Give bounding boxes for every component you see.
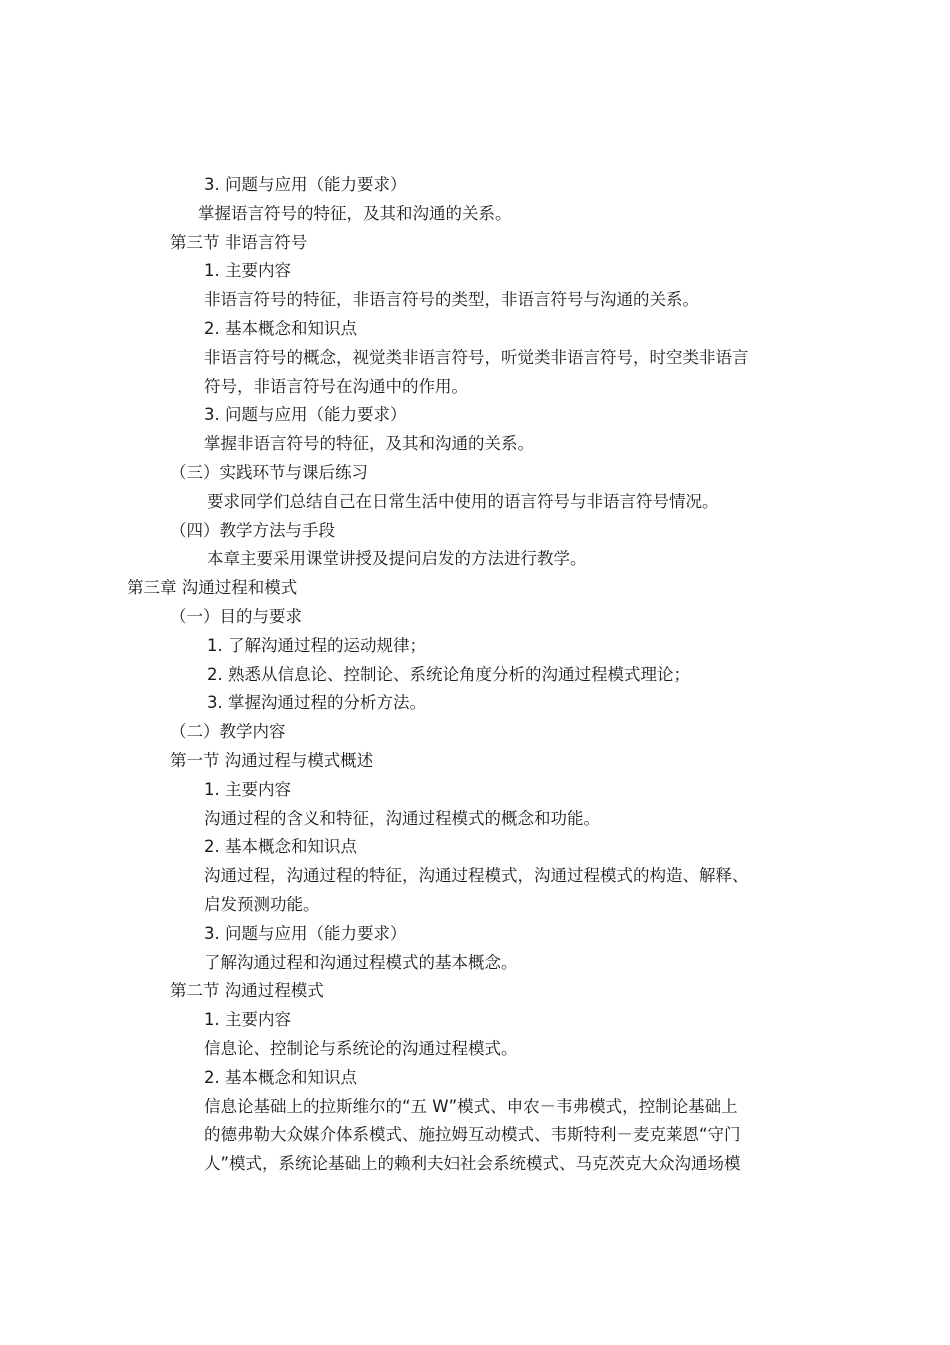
text-line: 符号，非语言符号在沟通中的作用。 xyxy=(204,377,468,396)
subsection-heading: （二）教学内容 xyxy=(170,722,286,741)
section-heading: 第一节 沟通过程与模式概述 xyxy=(170,751,374,770)
text-line: 掌握语言符号的特征，及其和沟通的关系。 xyxy=(198,204,512,223)
text-line: 的德弗勒大众媒介体系模式、施拉姆互动模式、韦斯特利－麦克莱恩“守门 xyxy=(204,1125,741,1144)
text-line: 2. 基本概念和知识点 xyxy=(204,837,357,856)
text-line: 掌握非语言符号的特征，及其和沟通的关系。 xyxy=(204,434,534,453)
text-line: 2. 基本概念和知识点 xyxy=(204,1068,357,1087)
text-line: 3. 问题与应用（能力要求） xyxy=(204,175,407,194)
text-line: 3. 问题与应用（能力要求） xyxy=(204,405,407,424)
text-line: 非语言符号的特征，非语言符号的类型，非语言符号与沟通的关系。 xyxy=(204,290,699,309)
subsection-heading: （一）目的与要求 xyxy=(170,607,302,626)
text-line: 2. 基本概念和知识点 xyxy=(204,319,357,338)
text-line: 启发预测功能。 xyxy=(204,895,320,914)
chapter-heading: 第三章 沟通过程和模式 xyxy=(127,578,298,597)
section-heading: 第三节 非语言符号 xyxy=(170,233,308,252)
text-line: 人”模式，系统论基础上的赖利夫妇社会系统模式、马克茨克大众沟通场模 xyxy=(204,1154,741,1173)
list-item: 3. 掌握沟通过程的分析方法。 xyxy=(207,693,426,712)
text-line: 1. 主要内容 xyxy=(204,780,291,799)
subsection-heading: （三）实践环节与课后练习 xyxy=(170,463,368,482)
text-line: 非语言符号的概念，视觉类非语言符号，听觉类非语言符号，时空类非语言 xyxy=(204,348,749,367)
text-line: 1. 主要内容 xyxy=(204,1010,291,1029)
text-line: 要求同学们总结自己在日常生活中使用的语言符号与非语言符号情况。 xyxy=(207,492,719,511)
subsection-heading: （四）教学方法与手段 xyxy=(170,521,335,540)
text-line: 了解沟通过程和沟通过程模式的基本概念。 xyxy=(204,953,518,972)
text-line: 信息论、控制论与系统论的沟通过程模式。 xyxy=(204,1039,518,1058)
text-line: 沟通过程，沟通过程的特征，沟通过程模式，沟通过程模式的构造、解释、 xyxy=(204,866,749,885)
text-line: 信息论基础上的拉斯维尔的“五 W”模式、申农－韦弗模式，控制论基础上 xyxy=(204,1097,738,1116)
text-line: 本章主要采用课堂讲授及提问启发的方法进行教学。 xyxy=(207,549,587,568)
text-line: 沟通过程的含义和特征，沟通过程模式的概念和功能。 xyxy=(204,809,600,828)
text-line: 1. 主要内容 xyxy=(204,261,291,280)
list-item: 2. 熟悉从信息论、控制论、系统论角度分析的沟通过程模式理论； xyxy=(207,665,690,684)
section-heading: 第二节 沟通过程模式 xyxy=(170,981,324,1000)
text-line: 3. 问题与应用（能力要求） xyxy=(204,924,407,943)
list-item: 1. 了解沟通过程的运动规律； xyxy=(207,636,426,655)
